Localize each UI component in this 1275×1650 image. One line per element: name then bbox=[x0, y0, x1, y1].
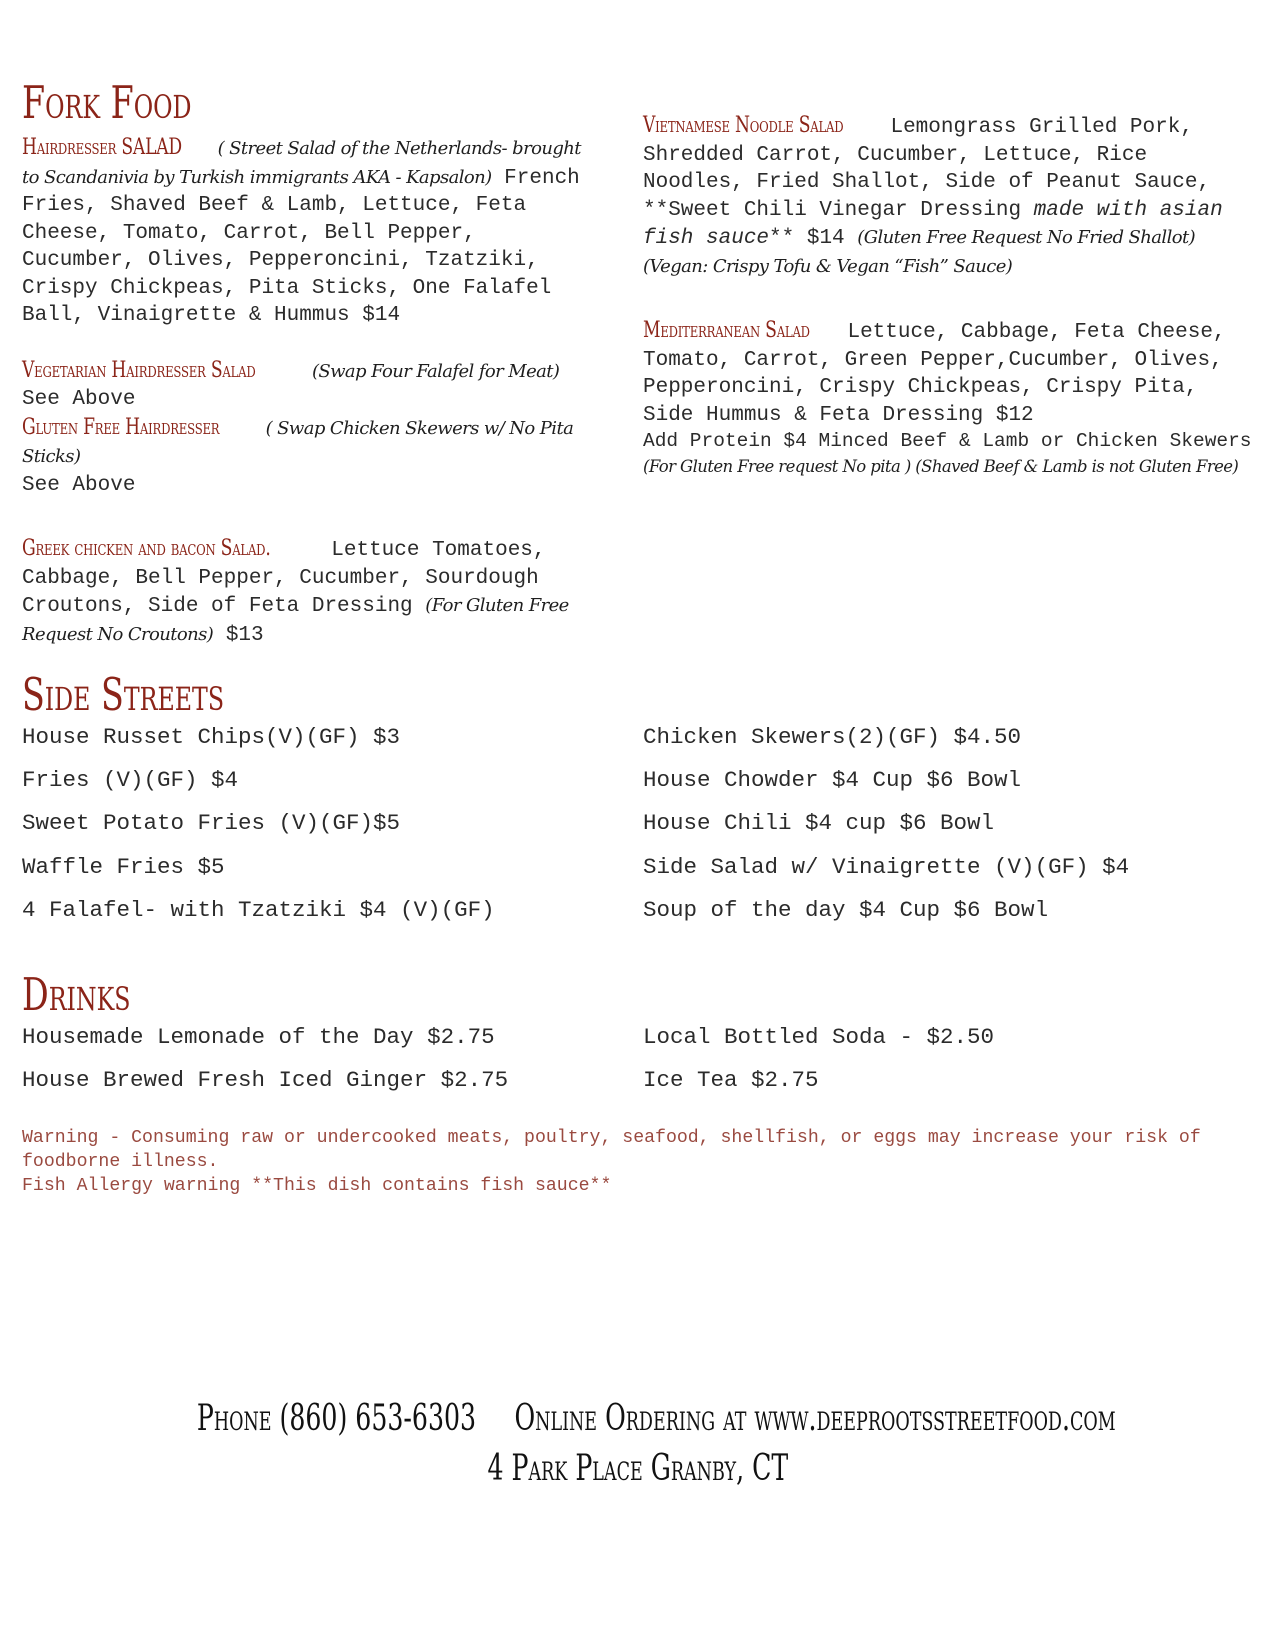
raw-food-warning: Warning - Consuming raw or undercooked meats, poultry, seafood, shellfish, or eggs may increase your risk of foodborne illness. bbox=[22, 1128, 1201, 1172]
item-name: Mediterranean Salad bbox=[643, 318, 810, 343]
side-item: House Russet Chips(V)(GF) $3 bbox=[22, 724, 401, 750]
address: 4 Park Place Granby, CT bbox=[487, 1448, 788, 1489]
menu-item-vietnamese bbox=[643, 112, 1253, 281]
item-price: ** $14 bbox=[769, 227, 845, 250]
right-fork-column bbox=[643, 112, 1253, 480]
menu-item-gluten-free bbox=[22, 414, 592, 500]
side-item: House Chowder $4 Cup $6 Bowl bbox=[643, 767, 1022, 793]
item-name: Vietnamese Noodle Salad bbox=[643, 113, 844, 138]
left-fork-column bbox=[22, 134, 592, 649]
section-title-drinks: Drinks bbox=[22, 968, 131, 1021]
footer-address-line bbox=[0, 1448, 1275, 1489]
side-item: Waffle Fries $5 bbox=[22, 854, 225, 880]
item-description: Lettuce Tomatoes, Cabbage, Bell Pepper, Cucumber, Sourdough Croutons, Side of Feta Dressing bbox=[22, 539, 546, 618]
drink-item: House Brewed Fresh Iced Ginger $2.75 bbox=[22, 1067, 509, 1093]
menu-item-greek bbox=[22, 535, 592, 649]
item-description: Lemongrass Grilled Pork, Shredded Carrot, Cucumber, Lettuce, Rice Noodles, Fried Shallot, Side of Peanut Sauce, **Sweet Chili Vinegar Dressing bbox=[643, 116, 1211, 222]
menu-item-vegetarian bbox=[22, 357, 592, 414]
item-note: ( Swap Chicken Skewers w/ No Pita Sticks) bbox=[22, 417, 574, 467]
online-ordering-link[interactable]: Online Ordering at www.deeprootsstreetfood.com bbox=[514, 1398, 1116, 1439]
item-name: Gluten Free Hairdresser bbox=[22, 414, 220, 440]
item-name: Greek chicken and bacon Salad. bbox=[22, 536, 271, 561]
item-note: (Gluten Free Request No Fried Shallot) (Vegan: Crispy Tofu & Vegan “Fish” Sauce) bbox=[643, 227, 1196, 277]
item-description-italic: made with asian fish sauce bbox=[643, 198, 1223, 250]
item-price: $13 bbox=[225, 623, 264, 647]
item-description: See Above bbox=[22, 473, 136, 497]
item-note: ( Street Salad of the Netherlands- brought to Scandanivia by Turkish immigrants AKA - Kapsalon) bbox=[22, 138, 581, 188]
drink-item: Housemade Lemonade of the Day $2.75 bbox=[22, 1024, 495, 1050]
side-item: House Chili $4 cup $6 Bowl bbox=[643, 810, 995, 836]
side-item: Fries (V)(GF) $4 bbox=[22, 767, 239, 793]
section-title-side-streets: Side Streets bbox=[22, 668, 225, 721]
item-name: Hairdresser SALAD bbox=[22, 135, 182, 160]
drink-item: Local Bottled Soda - $2.50 bbox=[643, 1024, 995, 1050]
item-note: (For Gluten Free Request No Croutons) bbox=[22, 595, 569, 645]
footer-contact-line bbox=[0, 1398, 1275, 1439]
phone-number: Phone (860) 653-6303 bbox=[196, 1398, 477, 1439]
side-item: Side Salad w/ Vinaigrette (V)(GF) $4 bbox=[643, 854, 1130, 880]
item-description: French Fries, Shaved Beef & Lamb, Lettuce, Feta Cheese, Tomato, Carrot, Bell Pepper, Cucumber, Olives, Pepperoncini, Tzatziki, Crispy Chickpeas, Pita Sticks, One Falafel Ball, Vinaigrette & Hummus $14 bbox=[22, 166, 580, 327]
fish-allergy-warning: Fish Allergy warning **This dish contains fish sauce** bbox=[22, 1176, 612, 1196]
item-note: (Swap Four Falafel for Meat) bbox=[311, 360, 560, 382]
item-description: See Above bbox=[22, 388, 136, 411]
menu-item-hairdresser bbox=[22, 134, 592, 330]
warnings bbox=[22, 1126, 1242, 1198]
item-note: (For Gluten Free request No pita ) (Shaved Beef & Lamb is not Gluten Free) bbox=[643, 457, 1239, 476]
protein-text: Add Protein $4 Minced Beef & Lamb or Chicken Skewers bbox=[643, 430, 1252, 452]
item-name: Vegetarian Hairdresser Salad bbox=[22, 357, 256, 383]
section-title-fork-food: Fork Food bbox=[22, 76, 192, 129]
add-protein-line bbox=[643, 429, 1253, 480]
drink-item: Ice Tea $2.75 bbox=[643, 1067, 819, 1093]
side-item: Sweet Potato Fries (V)(GF)$5 bbox=[22, 810, 401, 836]
menu-item-mediterranean bbox=[643, 317, 1253, 429]
side-item: Chicken Skewers(2)(GF) $4.50 bbox=[643, 724, 1022, 750]
side-item: Soup of the day $4 Cup $6 Bowl bbox=[643, 897, 1049, 923]
side-item: 4 Falafel- with Tzatziki $4 (V)(GF) bbox=[22, 897, 495, 923]
item-description: Lettuce, Cabbage, Feta Cheese, Tomato, Carrot, Green Pepper,Cucumber, Olives, Pepperoncini, Crispy Chickpeas, Crispy Pita, Side Hummus & Feta Dressing $12 bbox=[643, 321, 1226, 427]
